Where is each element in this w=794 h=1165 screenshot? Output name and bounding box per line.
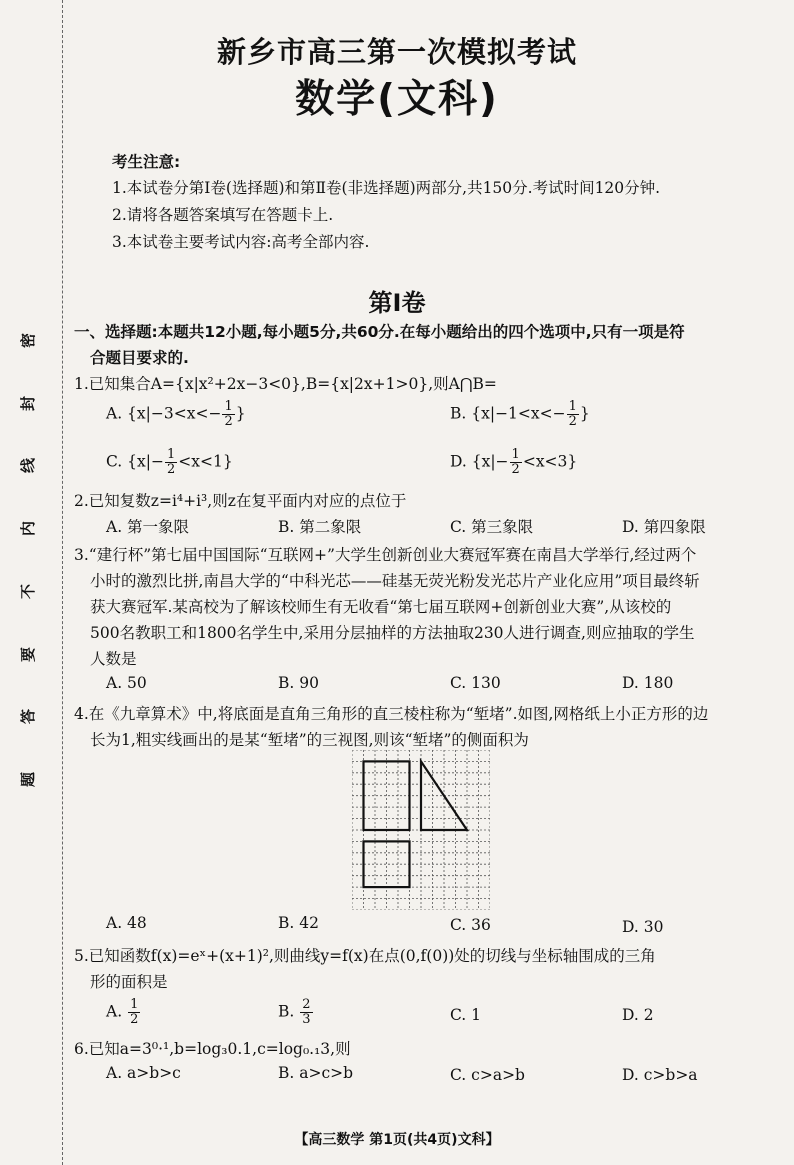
question-stem: 5.已知函数f(x)=eˣ+(x+1)²,则曲线y=f(x)在点(0,f(0))处的切线与坐标轴围成的三角: [74, 947, 656, 965]
binding-line: [62, 0, 64, 1165]
option-b: B. 第二象限: [278, 518, 362, 536]
option-d: D. c>b>a: [622, 1066, 698, 1084]
top-view-rect: [364, 841, 410, 887]
margin-char: 不: [19, 583, 38, 599]
notice-item: 2.请将各题答案填写在答题卡上.: [112, 206, 334, 224]
notice-item: 3.本试卷主要考试内容:高考全部内容.: [112, 233, 370, 251]
option-d: D. 2: [622, 1006, 654, 1024]
option-c: C. c>a>b: [450, 1066, 525, 1084]
binding-margin-text: [8, 330, 48, 790]
option-a: A. 50: [106, 674, 147, 692]
margin-char: 封: [19, 395, 38, 411]
option-c: C. {x|− $\frac{1}{2}$ <x<1}: [106, 447, 233, 477]
option-b: B. 42: [278, 914, 319, 932]
page-footer: 【高三数学 第1页(共4页)文科】: [294, 1132, 500, 1148]
exam-title: 新乡市高三第一次模拟考试: [216, 35, 577, 69]
notice-item: 1.本试卷分第Ⅰ卷(选择题)和第Ⅱ卷(非选择题)两部分,共150分.考试时间120分钟.: [112, 179, 661, 197]
section-title: 第Ⅰ卷: [368, 289, 426, 317]
margin-char: 要: [19, 646, 38, 662]
question-stem: 人数是: [90, 650, 137, 668]
question-stem: 3.“建行杯”第七届中国国际“互联网+”大学生创新创业大赛冠军赛在南昌大学举行,经过两个: [74, 546, 697, 564]
margin-char: 密: [19, 332, 38, 349]
margin-char: 答: [19, 709, 38, 725]
option-b: B. {x|−1<x<− $\frac{1}{2}$ }: [450, 399, 590, 429]
option-b: B. 90: [278, 674, 319, 692]
option-b: B. $\frac{2}{3}$: [278, 997, 311, 1027]
question-stem: 2.已知复数z=i⁴+i³,则z在复平面内对应的点位于: [74, 492, 407, 510]
notice-heading: 考生注意:: [112, 153, 181, 171]
margin-char: 线: [19, 458, 38, 474]
margin-char: 题: [19, 771, 38, 787]
exam-subtitle: 数学(文科): [295, 77, 499, 122]
option-d: D. {x|− $\frac{1}{2}$ <x<3}: [450, 447, 578, 477]
option-a: A. 第一象限: [106, 518, 190, 536]
part-instruction: 合题目要求的.: [90, 349, 189, 367]
question-stem: 获大赛冠军.某高校为了解该校师生有无收看“第七届互联网+创新创业大赛”,从该校的: [90, 598, 672, 616]
question-stem: 4.在《九章算术》中,将底面是直角三角形的直三棱柱称为“堑堵”.如图,网格纸上小正方形的边: [74, 705, 709, 723]
option-c: C. 第三象限: [450, 518, 534, 536]
option-a: A. {x|−3<x<− $\frac{1}{2}$ }: [106, 399, 246, 429]
question-stem: 6.已知a=3⁰·¹,b=log₃0.1,c=log₀.₁3,则: [74, 1040, 351, 1058]
option-c: C. 36: [450, 916, 491, 934]
option-a: A. a>b>c: [106, 1064, 181, 1082]
option-d: D. 第四象限: [622, 518, 706, 536]
option-a: A. 48: [106, 914, 147, 932]
question-stem: 小时的激烈比拼,南昌大学的“中科光芯——硅基无荧光粉发光芯片产业化应用”项目最终斩: [90, 572, 700, 590]
option-c: C. 130: [450, 674, 501, 692]
option-b: B. a>c>b: [278, 1064, 354, 1082]
option-d: D. 30: [622, 918, 664, 936]
option-c: C. 1: [450, 1006, 482, 1024]
question-stem: 1.已知集合A={x|x²+2x−3<0},B={x|2x+1>0},则A⋂B=: [74, 375, 497, 393]
margin-char: 内: [19, 521, 38, 537]
option-a: A. $\frac{1}{2}$: [106, 997, 139, 1027]
part-instruction: 一、选择题:本题共12小题,每小题5分,共60分.在每小题给出的四个选项中,只有一项是符: [74, 323, 685, 341]
question-stem: 500名教职工和1800名学生中,采用分层抽样的方法抽取230人进行调查,则应抽取的学生: [90, 624, 695, 642]
three-view-grid-figure: [352, 750, 490, 910]
option-d: D. 180: [622, 674, 674, 692]
question-stem: 长为1,粗实线画出的是某“堑堵”的三视图,则该“堑堵”的侧面积为: [90, 731, 529, 749]
question-stem: 形的面积是: [90, 973, 168, 991]
